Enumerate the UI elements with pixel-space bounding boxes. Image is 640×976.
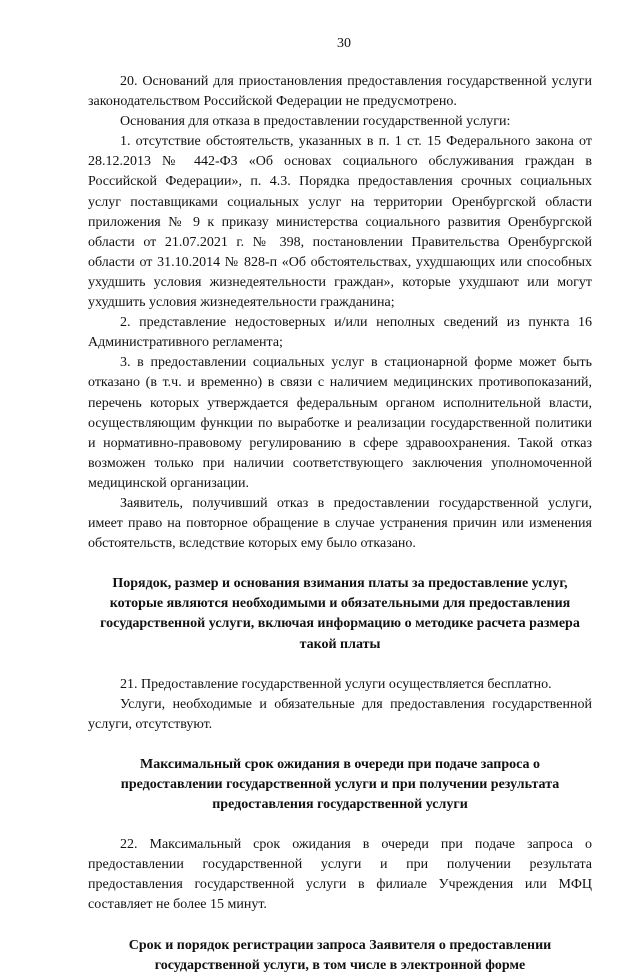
- paragraph-refusal-grounds: Основания для отказа в предоставлении государственной услуги:: [120, 114, 511, 130]
- section-heading-registration: Срок и порядок регистрации запроса Заявителя о предоставлении государственной услуги, в том числе в электронной форме: [128, 937, 552, 973]
- section-heading-queue-time: Максимальный срок ожидания в очереди при подаче запроса о предоставлении государственной услуги и при получении результата предоставления государственной услуги: [120, 756, 560, 813]
- paragraph-21: 21. Предоставление государственной услуги осуществляется бесплатно.: [120, 676, 552, 692]
- paragraph-refusal-3: 3. в предоставлении социальных услуг в стационарной форме может быть отказано (в т.ч. и временно) в связи с наличием медицинских противопоказаний, перечень которых утверждается федеральным органом исполнительной власти, осуществляющим функции по выработке и реализации государственной политики и нормативно-правовому регулированию в сфере здравоохранения. Такой отказ возможен только при наличии соответствующего заключения уполномоченной медицинской организации.: [88, 355, 592, 491]
- paragraph-refusal-2: 2. представление недостоверных и/или неполных сведений из пункта 16 Административного регламента;: [88, 315, 592, 351]
- paragraph-20: 20. Оснований для приостановления предоставления государственной услуги законодательством Российской Федерации не предусмотрено.: [88, 74, 592, 110]
- paragraph-refusal-1: 1. отсутствие обстоятельств, указанных в п. 1 ст. 15 Федерального закона от 28.12.2013 № 442-ФЗ «Об основах социального обслуживания граждан в Российской Федерации», п. 4.3. Порядка предоставления срочных социальных услуг поставщиками социальных услуг на территории Оренбургской области приложения № 9 к приказу министерства социального развития Оренбургской области от 21.07.2021 г. № 398, постановлении Правительства Оренбургской области от 31.10.2014 № 828-п «Об обстоятельствах, ухудшающих или способных ухудшить условия жизнедеятельности граждан», которые ухудшают или могут ухудшить условия жизнедеятельности гражданина;: [88, 134, 592, 311]
- section-heading-fees: Порядок, размер и основания взимания платы за предоставление услуг, которые являются необходимыми и обязательными для предоставления государственной услуги, включая информацию о методике расчета размера такой платы: [100, 576, 580, 652]
- paragraph-22: 22. Максимальный срок ожидания в очереди при подаче запроса о предоставлении государственной услуги и при получении результата предоставления государственной услуги в филиале Учреждения или МФЦ составляет не более 15 минут.: [88, 837, 592, 913]
- page-number: 30: [337, 36, 351, 51]
- paragraph-reapply: Заявитель, получивший отказ в предоставлении государственной услуги, имеет право на повторное обращение в случае устранения причин или изменения обстоятельств, вследствие которых ему было отказано.: [88, 495, 592, 552]
- paragraph-no-required-services: Услуги, необходимые и обязательные для предоставления государственной услуги, отсутствуют.: [88, 696, 592, 732]
